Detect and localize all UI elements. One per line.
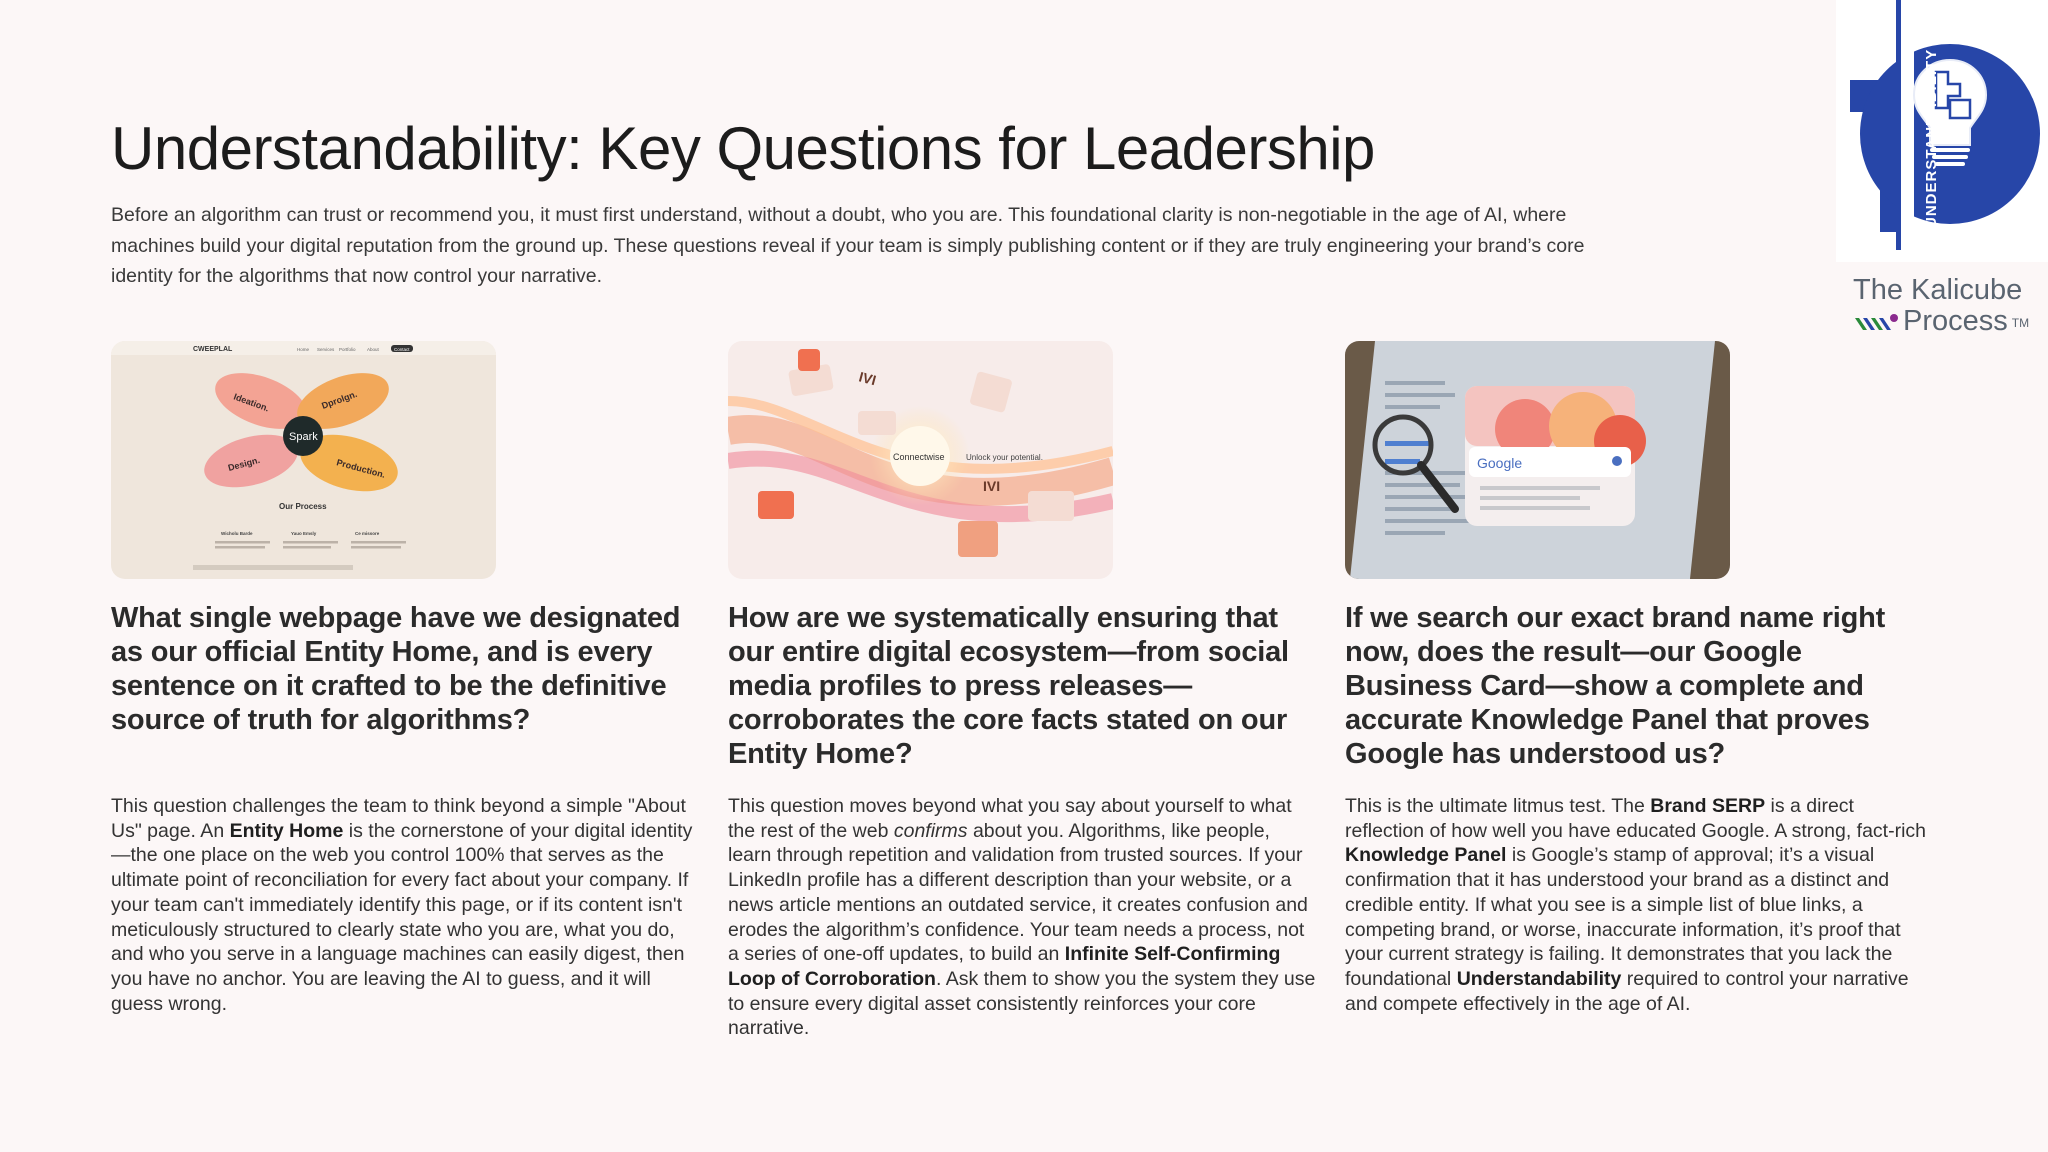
brand-stripes-icon [1853,312,1899,332]
svg-text:Design.: Design. [226,454,261,473]
ecosystem-illustration [728,341,1113,579]
italic-term: confirms [893,819,968,842]
brand-line-2: Process [1903,305,2008,337]
brand-serp-image [1345,341,1730,579]
svg-text:IVI: IVI [857,368,878,389]
answer-3 [1345,794,1935,1016]
brand-line-1: The Kalicube [1853,274,2023,306]
logo-bar [1896,0,1901,250]
svg-text:Ideation.: Ideation. [232,391,271,414]
question-2: How are we systematically ensuring that our entire digital ecosystem—from social media profiles to press releases—corroborates the core facts stated on our Entity Home? [728,602,1289,770]
page-title: Understandability: Key Questions for Leadership [111,115,1375,182]
svg-text:Home: Home [297,347,310,352]
answer-text: is the cornerstone of your digital identity—the one place on the web you control 100% that serves as the ultimate point of reconciliation for every fact about your company. If your team can't immediately identify this page, or if its content isn't meticulously structured to clearly state who you are, what you do, and who you serve in a language machines can easily digest, then you have no anchor. You are leaving the AI to guess, and it will guess wrong. [111,819,693,1015]
understandability-logo [1836,0,2048,262]
svg-text:Services: Services [317,347,335,352]
svg-text:Unlock your potential.: Unlock your potential. [966,453,1043,462]
svg-text:Production.: Production. [335,457,387,480]
knowledge-panel-illustration [1345,341,1730,579]
bold-term: Knowledge Panel [1345,844,1507,867]
answer-text: required to control your narrative and compete effectively in the age of AI. [1345,967,1909,1015]
intro-paragraph: Before an algorithm can trust or recommend you, it must first understand, without a doubt, who you are. This foundational clarity is non-negotiable in the age of AI, where machines build your digital reputation from the ground up. These questions reveal if your team is simply publishing content or if they are truly engineering your brand’s core identity for the algorithms that now control your narrative. [111,204,1585,287]
answer-text: is Google’s stamp of approval; it’s a visual confirmation that it has understood your brand as a distinct and credible entity. If what you see is a simple list of blue links, a competing brand, or worse, inaccurate information, it’s proof that your current strategy is failing. It demonstrates that you lack the foundational [1345,844,1901,990]
svg-text:Portfolio: Portfolio [339,347,356,352]
svg-text:Connectwise: Connectwise [893,452,945,462]
svg-text:Ce missore: Ce missore [355,531,380,536]
svg-text:About: About [367,347,379,352]
bold-term: Brand SERP [1650,795,1766,817]
answer-1 [111,794,701,1016]
answer-text: This question moves beyond what you say about yourself to what the rest of the web [728,795,1292,842]
question-column-2 [728,341,1318,771]
answer-text: is a direct reflection of how well you have educated Google. A strong, fact-rich [1345,795,1927,842]
answer-text: This is the ultimate litmus test. The [1345,795,1651,817]
question-column-3 [1345,341,1935,771]
brand-line-2-wrap [1853,305,2043,338]
ecosystem-image [728,341,1113,579]
svg-text:Contact: Contact [394,347,410,352]
kalicube-brand [1853,276,2043,338]
question-column-1 [111,341,701,737]
bold-term: Understandability [1456,967,1622,990]
logo-label: UNDERSTANDABILITY [1923,48,1940,228]
answer-text: . Ask them to show you the system they use to ensure every digital asset consistently reinforces your core narrative. [728,967,1316,1040]
trademark-symbol: TM [2011,316,2030,330]
question-1: What single webpage have we designated as our official Entity Home, and is every sentence on it crafted to be the definitive source of truth for algorithms? [111,602,681,736]
svg-text:Wicholu Barde: Wicholu Barde [221,531,253,536]
svg-text:Yauo Emsly: Yauo Emsly [291,531,317,536]
answer-text: about you. Algorithms, like people, learn through repetition and validation from trusted sources. If your LinkedIn profile has a different description than your website, or a news article mentions an outdated service, it creates confusion and erodes the algorithm’s confidence. Your team needs a process, not a series of one-off updates, to build an [728,819,1308,966]
answer-text: This question challenges the team to think beyond a simple "About Us" page. An [111,795,686,842]
svg-text:Dprolgn.: Dprolgn. [320,388,359,411]
svg-text:Our Process: Our Process [279,502,327,511]
process-diagram-illustration [111,341,496,579]
entity-home-image [111,341,496,579]
question-3: If we search our exact brand name right now, does the result—our Google Business Card—show a complete and accurate Knowledge Panel that proves Google has understood us? [1345,602,1886,770]
svg-text:IVI: IVI [983,478,1001,494]
logo-graphic [1836,0,2048,262]
answer-2 [728,794,1318,1041]
google-logo: Google [1477,455,1523,471]
bold-term: Entity Home [229,819,344,842]
svg-text:CWEEPLAL: CWEEPLAL [193,346,233,353]
svg-text:Spark: Spark [289,431,318,443]
bold-term: Infinite Self-Confirming Loop of Corroboration [728,943,1281,990]
